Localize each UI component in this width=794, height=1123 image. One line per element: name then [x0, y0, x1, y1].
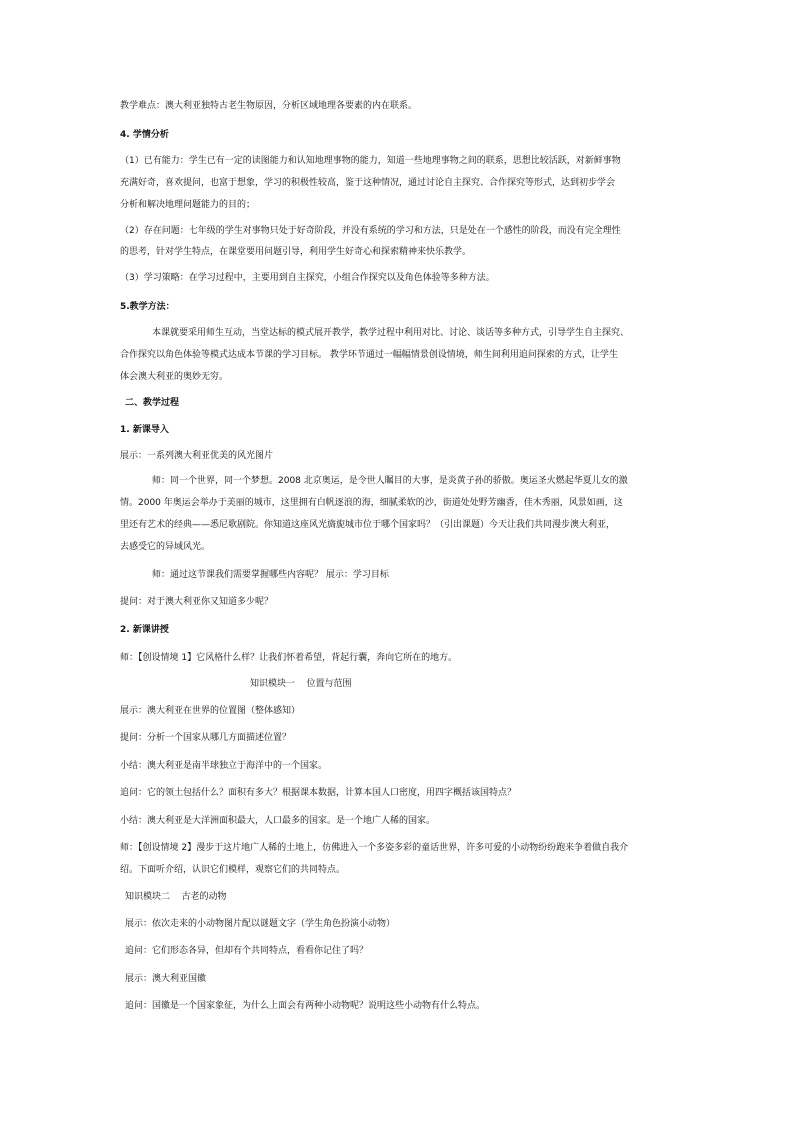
- text-line: 分析和解决地理问题能力的目的；: [120, 200, 256, 210]
- text-line: （2）存在问题：七年级的学生对事物只处于好奇阶段，并没有系统的学习和方法，只是处在一个感性的阶段，而没有完全理性: [120, 226, 621, 236]
- section-heading: 4. 学情分析: [120, 130, 169, 140]
- text-line: （1）已有能力：学生已有一定的读图能力和认知地理事物的能力，知道一些地理事物之间的联系，思想比较活跃，对新鲜事物: [120, 156, 621, 166]
- text-line: 的思考，针对学生特点，在课堂要用问题引导，利用学生好奇心和探索精神来快乐教学。: [120, 247, 472, 257]
- module-title: 知识模块一 位置与范围: [250, 679, 352, 689]
- text-line: 追问：它们形态各异，但却有个共同特点，看看你记住了吗？: [125, 946, 369, 956]
- text-line: 展示：澳大利亚国徽: [125, 974, 207, 984]
- text-line: 体会澳大利亚的奥妙无穷。: [120, 372, 229, 382]
- text-line: 里还有艺术的经典——悉尼歌剧院。你知道这座风光旖旎城市位于哪个国家吗？（引出课题）今天让我们共同漫步澳大利亚，: [120, 520, 616, 530]
- text-line: 追问：国徽是一个国家象征，为什么上面会有两种小动物呢？说明这些小动物有什么特点。: [125, 1001, 486, 1011]
- text-line: 展示：澳大利亚在世界的位置图（整体感知）: [120, 706, 301, 716]
- text-line: 师：同一个世界，同一个梦想。2008 北京奥运，是令世人瞩目的大事，是炎黄子孙的骄傲。奥运圣火燃起华夏儿女的激: [152, 476, 628, 486]
- section-heading: 2. 新课讲授: [120, 625, 169, 635]
- text-line: 师：【创设情境 1】它风格什么样？让我们怀着希望，背起行囊，奔向它所在的地方。: [120, 653, 458, 663]
- section-heading: 二、教学过程: [125, 398, 180, 408]
- section-heading: 1. 新课导入: [120, 425, 169, 435]
- text-line: 师：【创设情境 2】漫步于这片地广人稀的土地上，仿佛进入一个多姿多彩的童话世界，许多可爱的小动物纷纷跑来争着做自我介: [120, 843, 629, 853]
- text-line: 小结：澳大利亚是大洋洲面积最大，人口最多的国家。是一个地广人稀的国家。: [120, 816, 436, 826]
- text-line: 提问：分析一个国家从哪几方面描述位置？: [120, 733, 292, 743]
- module-title: 知识模块二 古老的动物: [125, 892, 227, 902]
- text-line: 追问：它的领土包括什么？面积有多大？根据课本数据，计算本国人口密度，用四字概括该国特点？: [120, 788, 517, 798]
- text-line: 提问：对于澳大利亚你又知道多少呢？: [120, 597, 274, 607]
- text-line: 本课就要采用师生互动，当堂达标的模式展开教学，教学过程中利用对比、讨论、谈话等多种方式，引导学生自主探究、: [152, 328, 630, 338]
- text-line: 教学难点：澳大利亚独特古老生物原因，分析区域地理各要素的内在联系。: [120, 101, 418, 111]
- text-line: 绍。下面听介绍，认识它们模样，观察它们的共同特点。: [120, 865, 346, 875]
- text-line: 展示：一系列澳大利亚优美的风光图片: [120, 451, 274, 461]
- text-line: 合作探究以角色体验等模式达成本节课的学习目标。 教学环节通过一幅幅情景创设情境，师生间利用追问探索的方式，让学生: [120, 350, 618, 360]
- text-line: 去感受它的异域风光。: [120, 542, 211, 552]
- section-heading: 5.教学方法：: [120, 302, 175, 312]
- text-line: 情。2000 年奥运会举办于美丽的城市，这里拥有白帆逐浪的海，细腻柔软的沙，街道处处野芳幽香，佳木秀丽，风景如画，这: [120, 498, 623, 508]
- text-line: 展示：依次走来的小动物图片配以谜题文字（学生角色扮演小动物）: [125, 919, 396, 929]
- text-line: 师：通过这节课我们需要掌握哪些内容呢？ 展示：学习目标: [152, 570, 389, 580]
- text-line: 小结：澳大利亚是南半球独立于海洋中的一个国家。: [120, 761, 328, 771]
- text-line: （3）学习策略：在学习过程中，主要用到自主探究，小组合作探究以及角色体验等多种方法。: [120, 273, 495, 283]
- text-line: 充满好奇，喜欢提问，也富于想象，学习的积极性较高，鉴于这种情况，通过讨论自主探究、合作探究等形式，达到初步学会: [120, 178, 616, 188]
